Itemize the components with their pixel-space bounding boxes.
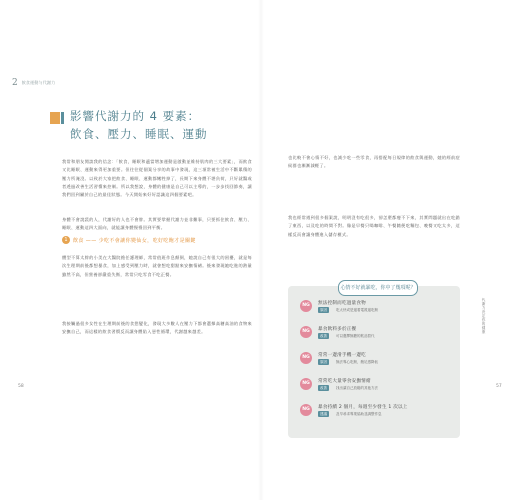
vertical-book-title: 代謝力決定你的健康	[482, 298, 486, 334]
body-paragraph: 也比較不會心情不好，也減少吃一些零食，再搭配每日規律的飲食與運動，她的經前症候群也漸漸減輕了。	[288, 155, 460, 169]
checklist-answer: 吃太快或是邊看電視邊吃飯	[336, 308, 378, 312]
checklist-question: 暴食飲料多於正餐	[318, 327, 357, 332]
body-paragraph: 我接觸過很多女性在生理期前後的食慾變化，發現大多數人在壓力下都會選擇高糖高油的食物來安撫自己，而這樣的飲食習慣反而讓身體陷入惡性循環，代謝越來越差。	[62, 321, 252, 335]
checklist-question: 常常一邊滑手機一邊吃	[318, 353, 366, 358]
checklist-box	[288, 286, 460, 438]
checklist-answer: 及早尋求專業協助並調整作息	[336, 412, 382, 416]
ng-badge: NG	[300, 300, 312, 312]
body-paragraph: 我也經常遇到很多個案說，明明沒有吃很多，卻怎麼都瘦不下來，其實問題就出在吃錯了東西，以及吃的時間不對。像是早餐只喝咖啡、午餐隨便吃麵包、晚餐又吃太多，這樣反而會讓身體進入儲存模式。	[288, 215, 460, 237]
chapter-number: 2	[12, 78, 18, 88]
answer-tag: 原因	[320, 308, 327, 312]
ng-badge: NG	[300, 404, 312, 416]
checklist-answer: 無法專心吃飯，飽足感降低	[336, 360, 378, 364]
ng-badge: NG	[300, 326, 312, 338]
body-paragraph: 身體不會說謊的人，代謝好的人也不會胖。其實要掌握代謝力並非難事，只要抓住飲食、壓力、睡眠、運動這四大面向，就能讓身體慢慢回到平衡。	[62, 217, 252, 231]
subheading	[62, 236, 196, 244]
ng-badge: NG	[300, 378, 312, 390]
body-paragraph: 我常和朋友閒談我的信念：「飲食，睡眠和適當增加運動是啟動並維持肌肉的三大要素」，而飲食又比睡眠、運動來得更加重要。但往往從個案分享的故事中發現，這三項常被生活中不斷累積的壓力所淹沒。以致於大家把飲食、睡眠、運動都犧牲掉了，長期下來身體不堪負荷，只好就醫或者透過改善生活習慣來控制。所以我想說，身體的健康是自己可以主導的，一步步找回節奏，讓我們回到屬於自己的最佳狀態。今天開始來好好認識這四個要素吧。	[62, 159, 252, 198]
page-number-left: 58	[18, 384, 24, 389]
answer-tag: 改善	[320, 386, 327, 390]
running-head	[12, 78, 55, 88]
heading-line-1: 影響代謝力的 4 要素：	[70, 109, 201, 123]
answer-tag: 改善	[320, 334, 327, 338]
checklist-title: 心情不好就暴吃，你中了幾項呢？	[338, 280, 418, 296]
chapter-title: 飲食運動与代謝力	[21, 80, 56, 85]
checklist-question: 暴食持續 2 個月，每週至少發生 1 次以上	[318, 405, 408, 410]
subheading-text: 飲食 —— 少吃不會讓你變仙女，吃好吃飽才是關鍵	[73, 237, 196, 244]
heading-accent-bar	[50, 112, 60, 124]
answer-tag: 建議	[320, 412, 327, 416]
page-number-right: 57	[496, 384, 502, 389]
checklist-question: 常常吃大量零食安撫情緒	[318, 379, 371, 384]
subheading-number: 1	[62, 236, 70, 244]
ng-badge: NG	[300, 352, 312, 364]
gutter	[258, 0, 264, 500]
body-paragraph: 體型不算太胖的小美在大醫院擔任護理師，常常值班作息顛倒，她說自己有很大的困擾，就是每次生理期前後都想暴食，加上感受到壓力時，就會想吃甜點來安撫情緒。後來發現她吃進的熱量雖然不高，但營養卻嚴重失衡，常常只吃零食不吃正餐。	[62, 255, 252, 277]
checklist-answer: 可以選擇無糖的飲品替代	[336, 334, 375, 338]
answer-tag: 原因	[320, 360, 327, 364]
checklist-question: 無法控制而吃過量食物	[318, 301, 366, 306]
checklist-answer: 找出讓自己放鬆的其他方法	[336, 386, 378, 390]
heading-accent-stripe	[61, 112, 64, 124]
heading-line-2: 飲食、壓力、睡眠、運動	[70, 127, 208, 141]
